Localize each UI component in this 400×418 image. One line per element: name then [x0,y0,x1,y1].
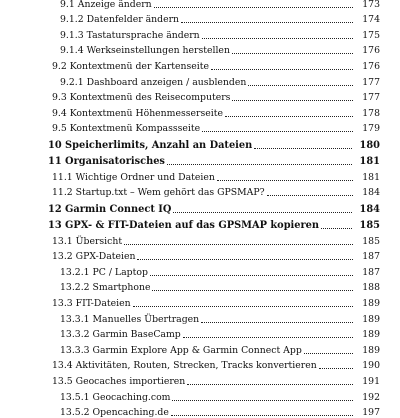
toc-dot-leader [232,53,353,54]
toc-entry-page-number: 179 [362,123,380,135]
toc-entry-page-number: 176 [362,45,380,57]
toc-entry-title: 9.1.2 Datenfelder ändern [60,14,180,26]
toc-entry-title: 13.5.1 Geocaching.com [60,391,171,403]
toc-dot-leader [319,368,353,369]
toc-dot-leader [152,290,353,291]
toc-entry-page-number: 189 [362,344,380,356]
toc-entry-page-number: 189 [362,313,380,325]
toc-entry [0,0,400,10]
toc-dot-leader [267,195,353,196]
toc-entry-page-number: 177 [362,92,380,104]
toc-dot-leader [254,148,352,149]
toc-dot-leader [183,337,353,338]
toc-entry-title: 13.4 Aktivitäten, Routen, Strecken, Tracks konvertieren [52,360,317,372]
toc-dot-leader [202,131,353,132]
toc-entry [0,167,400,183]
toc-entry-title: 11.1 Wichtige Ordner und Dateien [52,171,215,183]
toc-entry-title: 13.5 Geocaches importieren [52,376,186,388]
toc-dot-leader [187,384,353,385]
toc-dot-leader [167,164,352,165]
toc-entry [0,215,400,231]
toc-dot-leader [133,306,353,307]
toc-entry-page-number: 191 [362,376,380,388]
toc-entry [0,403,400,418]
toc-entry-title: 13.3.1 Manuelles Übertragen [60,313,200,325]
toc-entry-title: 13.2.2 Smartphone [60,282,151,294]
toc-entry [0,72,400,88]
toc-dot-leader [181,22,353,23]
toc-entry-title: 13.5.2 Opencaching.de [60,407,169,418]
toc-entry-page-number: 173 [362,0,380,10]
toc-entry-title: 13.1 Übersicht [52,235,123,247]
toc-dot-leader [201,322,353,323]
toc-dot-leader [124,244,353,245]
toc-entry-page-number: 185 [362,235,380,247]
toc-dot-leader [304,353,353,354]
toc-entry-title: 9.1.3 Tastatursprache ändern [60,29,200,41]
toc-entry-title: 12 Garmin Connect IQ [48,203,172,215]
toc-dot-leader [211,69,353,70]
toc-entry [0,103,400,119]
toc-dot-leader [217,180,353,181]
toc-entry [0,183,400,199]
toc-entry-title: 13 GPX- & FIT-Dateien auf das GPSMAP kopieren [48,220,320,232]
toc-entry-page-number: 185 [359,220,380,232]
toc-entry-title: 13.3 FIT-Dateien [52,298,131,310]
toc-entry [0,56,400,72]
toc-entry-page-number: 184 [362,187,380,199]
toc-entry-page-number: 176 [362,60,380,72]
toc-dot-leader [150,275,353,276]
toc-entry [0,41,400,57]
toc-dot-leader [248,85,353,86]
toc-entry [0,119,400,135]
toc-entry [0,293,400,309]
toc-dot-leader [171,415,353,416]
toc-entry-page-number: 184 [359,203,380,215]
toc-entry [0,262,400,278]
toc-entry-title: 9.4 Kontextmenü Höhenmesserseite [52,107,223,119]
toc-entry-title: 9.2 Kontextmenü der Kartenseite [52,60,209,72]
toc-entry-title: 11 Organisatorisches [48,156,165,168]
toc-entry [0,134,400,150]
toc-entry [0,151,400,167]
toc-entry-page-number: 189 [362,298,380,310]
toc-entry [0,387,400,403]
toc-entry-title: 13.2.1 PC / Laptop [60,266,148,278]
toc-entry-page-number: 181 [359,156,380,168]
toc-entry-title: 9.5 Kontextmenü Kompassseite [52,123,201,135]
toc-entry-title: 9.2.1 Dashboard anzeigen / ausblenden [60,76,247,88]
toc-entry [0,231,400,247]
toc-entry-title: 9.1 Anzeige ändern [60,0,152,10]
toc-entry-title: 9.3 Kontextmenü des Reisecomputers [52,92,231,104]
toc-entry-page-number: 180 [359,139,380,151]
toc-entry-page-number: 188 [362,282,380,294]
toc-entry [0,247,400,263]
toc-entry [0,309,400,325]
toc-entry [0,198,400,214]
toc-entry-page-number: 187 [362,266,380,278]
toc-entry-page-number: 190 [362,360,380,372]
toc-entry-title: 13.3.3 Garmin Explore App & Garmin Connect App [60,344,302,356]
toc-entry [0,88,400,104]
toc-entry-page-number: 181 [362,171,380,183]
toc-dot-leader [225,116,353,117]
toc-dot-leader [232,100,353,101]
toc-entry-page-number: 189 [362,329,380,341]
toc-dot-leader [137,259,353,260]
toc-entry [0,325,400,341]
toc-entry-title: 11.2 Startup.txt – Wem gehört das GPSMAP? [52,187,265,199]
toc-dot-leader [154,7,353,8]
toc-entry [0,25,400,41]
toc-entry-title: 13.3.2 Garmin BaseCamp [60,329,181,341]
toc-entry-page-number: 197 [362,407,380,418]
toc-entry [0,371,400,387]
toc-entry [0,278,400,294]
toc-dot-leader [321,228,352,229]
toc-dot-leader [173,212,352,213]
toc-entry-title: 9.1.4 Werkseinstellungen herstellen [60,45,230,57]
toc-entry-title: 10 Speicherlimits, Anzahl an Dateien [48,139,253,151]
toc-entry-page-number: 175 [362,29,380,41]
toc-entry-page-number: 178 [362,107,380,119]
toc-entry-title: 13.2 GPX-Dateien [52,251,136,263]
toc-entry-page-number: 187 [362,251,380,263]
toc-entry [0,10,400,26]
toc-entry [0,340,400,356]
toc-entry [0,356,400,372]
toc-dot-leader [202,38,353,39]
toc-entry-page-number: 177 [362,76,380,88]
toc-entry-page-number: 192 [362,391,380,403]
toc-entry-page-number: 174 [362,14,380,26]
